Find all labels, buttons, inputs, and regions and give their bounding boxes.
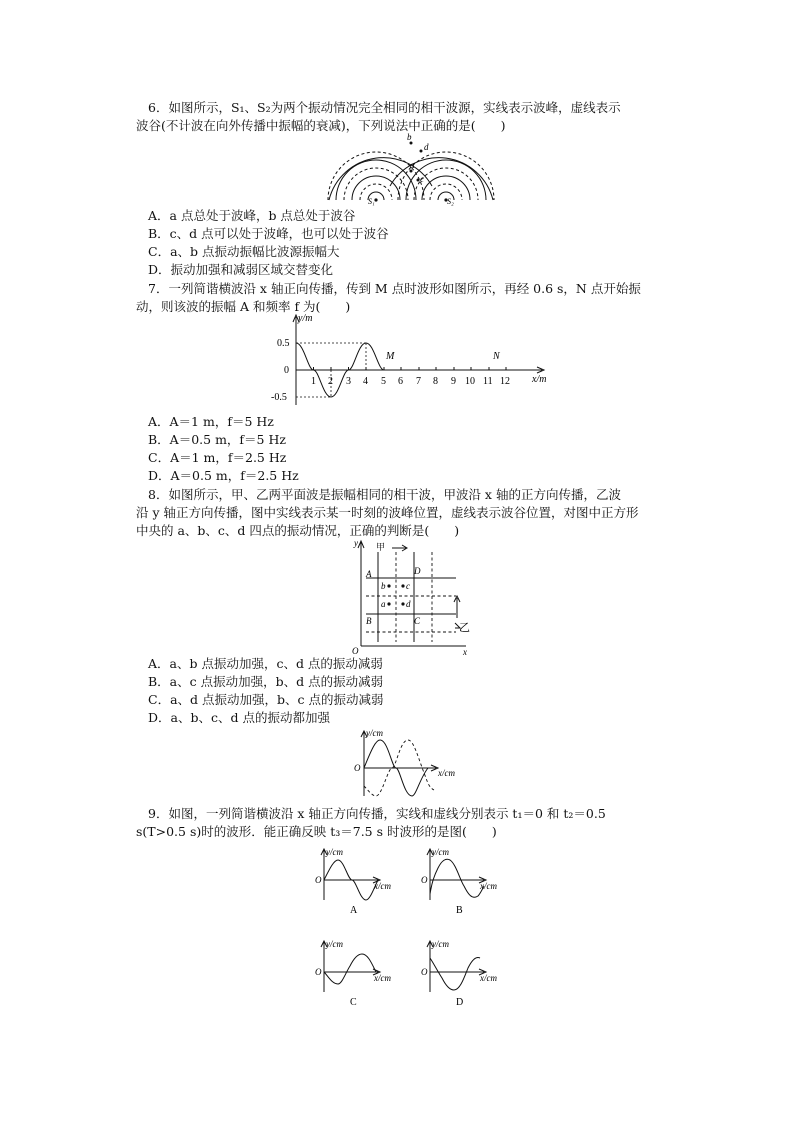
q8-origin-label: O (352, 646, 359, 656)
q6-label-s1: S₁ (368, 197, 375, 206)
q7-option-d: D．A＝0.5 m，f＝2.5 Hz (148, 468, 299, 483)
q9-choice-a-label[interactable]: A (350, 905, 358, 916)
q6-label-s2: S₂ (447, 197, 454, 206)
q7-point-n: N (493, 351, 500, 362)
q9-c-origin: O (315, 967, 322, 977)
q9-wave-figure (350, 728, 468, 798)
q9-choice-d-label[interactable]: D (456, 997, 464, 1008)
q6-option-a: A．a 点总处于波峰，b 点总处于波谷 (148, 208, 356, 223)
q8-label-b: b (381, 581, 386, 591)
q8-label-B: B (366, 616, 372, 626)
q6-label-c: c (420, 174, 424, 184)
q7-wave-figure (270, 313, 560, 408)
q9-choice-b-label[interactable]: B (456, 905, 463, 916)
q9-y-axis-label: y/cm (366, 728, 383, 738)
q7-ytick-0: 0.5 (277, 338, 290, 349)
q7-xtick-12: 12 (500, 376, 510, 387)
q8-label-jia: 甲 (376, 542, 386, 552)
q8-label-A: A (366, 569, 372, 579)
q7-xtick-2: 2 (328, 376, 333, 387)
q8-stem-line3: 中央的 a、b、c、d 四点的振动情况，正确的判断是( ) (136, 523, 460, 538)
q6-label-a: a (410, 160, 415, 170)
q7-option-b: B．A＝0.5 m，f＝5 Hz (148, 432, 286, 447)
q7-ytick-2: -0.5 (271, 392, 287, 403)
q6-option-d: D．振动加强和减弱区域交替变化 (148, 262, 334, 277)
q8-stem-line2: 沿 y 轴正方向传播，图中实线表示某一时刻的波峰位置，虚线表示波谷位置，对图中正方形 (136, 505, 639, 520)
q9-stem-line1: 9．如图，一列简谐横波沿 x 轴正方向传播，实线和虚线分别表示 t₁＝0 和 t₂＝0.5 (148, 806, 606, 821)
q9-choice-d-figure (418, 938, 508, 1008)
q7-y-axis-label: y/m (298, 313, 313, 324)
q8-label-d: d (406, 599, 411, 609)
q7-xtick-9: 9 (451, 376, 456, 387)
q8-option-a: A．a、b 点振动加强，c、d 点的振动减弱 (148, 656, 383, 671)
q9-b-x-label: x/cm (480, 881, 497, 891)
q6-label-d: d (424, 142, 429, 152)
q7-xtick-11: 11 (483, 376, 493, 387)
q9-b-y-label: y/cm (432, 847, 449, 857)
q9-c-y-label: y/cm (326, 939, 343, 949)
q9-d-origin: O (421, 967, 428, 977)
q7-xtick-8: 8 (433, 376, 438, 387)
q9-choice-c-label[interactable]: C (350, 997, 357, 1008)
q9-x-axis-label: x/cm (438, 768, 455, 778)
q7-ytick-1: 0 (284, 365, 289, 376)
q8-option-b: B．a、c 点振动加强，b、d 点的振动减弱 (148, 674, 384, 689)
q8-label-D: D (414, 566, 421, 576)
q9-d-y-label: y/cm (432, 939, 449, 949)
q7-xtick-5: 5 (381, 376, 386, 387)
q8-stem-line1: 8．如图所示，甲、乙两平面波是振幅相同的相干波，甲波沿 x 轴的正方向传播，乙波 (148, 487, 621, 502)
q9-stem-line2: s(T>0.5 s)时的波形．能正确反映 t₃＝7.5 s 时波形的是图( ) (136, 824, 497, 839)
q8-label-c: c (406, 581, 410, 591)
q8-x-axis-label: x (463, 647, 467, 657)
q7-option-c: C．A＝1 m，f＝2.5 Hz (148, 450, 287, 465)
q9-a-y-label: y/cm (326, 847, 343, 857)
q6-stem-line1: 6．如图所示，S₁、S₂为两个振动情况完全相同的相干波源，实线表示波峰，虚线表示 (148, 100, 621, 115)
q6-option-c: C．a、b 点振动振幅比波源振幅大 (148, 244, 340, 259)
q9-b-origin: O (421, 875, 428, 885)
q9-a-origin: O (315, 875, 322, 885)
q7-stem-line1: 7．一列简谐横波沿 x 轴正向传播，传到 M 点时波形如图所示，再经 0.6 s，N 点开始振 (148, 281, 641, 296)
q8-y-axis-label: y (354, 538, 358, 548)
q7-xtick-6: 6 (398, 376, 403, 387)
q6-option-b: B．c、d 点可以处于波峰，也可以处于波谷 (148, 226, 389, 241)
q8-label-a: a (381, 599, 386, 609)
q7-xtick-3: 3 (346, 376, 351, 387)
q7-x-axis-label: x/m (532, 374, 547, 385)
q7-xtick-1: 1 (311, 376, 316, 387)
q8-grid-figure (348, 538, 478, 656)
q7-point-m: M (386, 351, 395, 362)
q7-stem-line2: 动，则该波的振幅 A 和频率 f 为( ) (136, 299, 351, 314)
q9-choice-a-figure (312, 846, 402, 916)
q6-interference-figure (326, 134, 496, 206)
q8-option-d: D．a、b、c、d 点的振动都加强 (148, 710, 330, 725)
q9-d-x-label: x/cm (480, 973, 497, 983)
q8-label-C: C (414, 616, 421, 626)
q7-xtick-10: 10 (465, 376, 475, 387)
q9-origin-label: O (354, 763, 361, 773)
q9-a-x-label: x/cm (374, 881, 391, 891)
q6-label-b: b (407, 132, 412, 142)
q7-xtick-4: 4 (363, 376, 368, 387)
q9-choice-b-figure (418, 846, 508, 916)
q8-option-c: C．a、d 点振动加强，b、c 点的振动减弱 (148, 692, 384, 707)
q9-c-x-label: x/cm (374, 973, 391, 983)
q9-choice-c-figure (312, 938, 402, 1008)
q6-stem-line2: 波谷(不计波在向外传播中振幅的衰减)，下列说法中正确的是( ) (136, 118, 506, 133)
q8-label-yi: 乙 (459, 622, 470, 634)
q7-xtick-7: 7 (416, 376, 421, 387)
q7-option-a: A．A＝1 m，f＝5 Hz (148, 414, 274, 429)
